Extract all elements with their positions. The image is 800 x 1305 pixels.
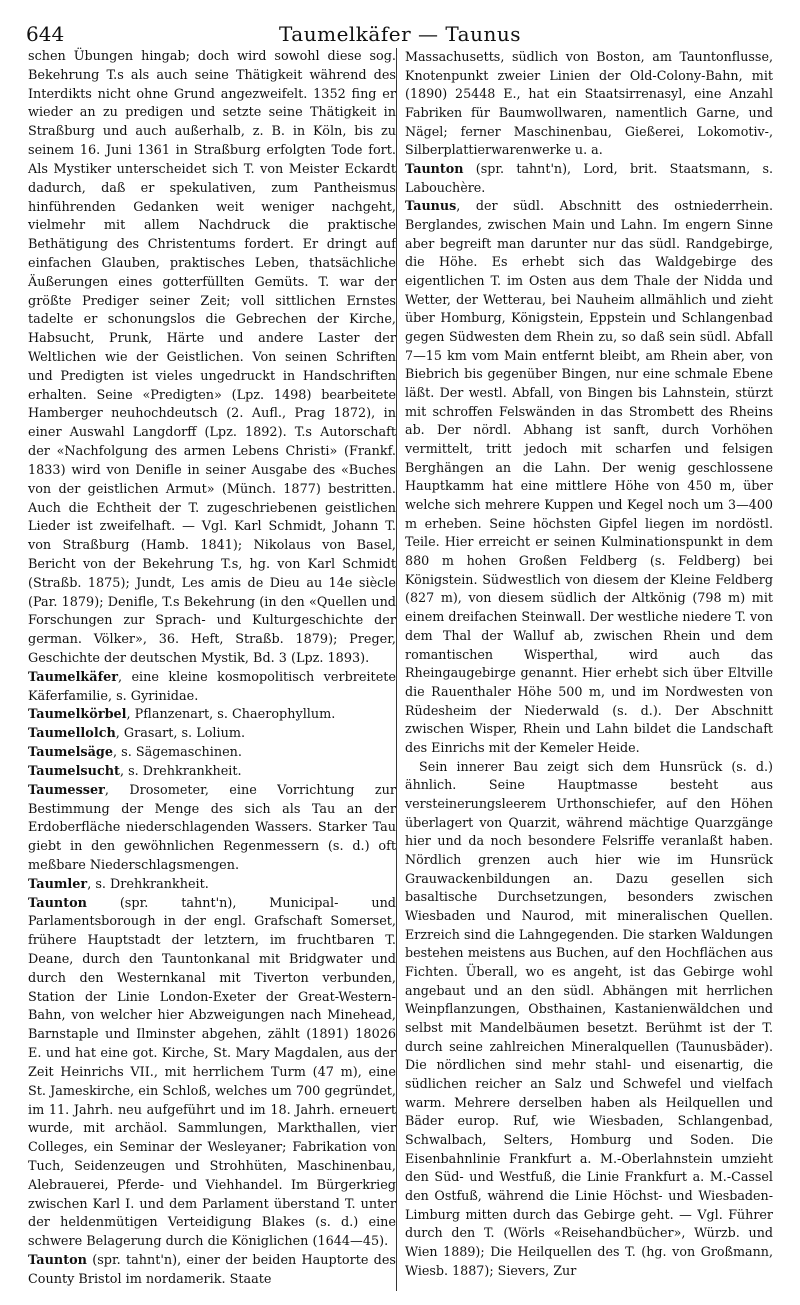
entry-text: , Pflanzenart, s. Chaerophyllum. xyxy=(126,707,336,723)
dictionary-entry xyxy=(405,197,773,757)
dictionary-entry xyxy=(28,48,396,669)
entry-text: Sein innerer Bau zeigt sich dem Hunsrück (s. d.) ähnlich. Seine Hauptmasse besteht aus versteinerungsleerem Urthonschiefer, auf den Höhen überlagert von Quarzit, während mächtige Quarzgänge hier und da noch besondere Felsriffe veranlaßt haben. Nördlich grenzen auch hier wie im Hunsrück Grauwackenbildungen an. Dazu gesellen sich basaltische Durchsetzungen, besonders zwischen Wiesbaden und Naurod, mit mineralischen Quellen. Erzreich sind die Lahngegenden. Die starken Waldungen bestehen meistens aus Buchen, auf den Hochflächen aus Fichten. Überall, wo es angeht, ist das Gebirge wohl angebaut und an den südl. Abhängen mit herrlichen Weinpflanzungen, Obsthainen, Kastanienwäldchen und selbst mit Mandelbäumen besetzt. Berühmt ist der T. durch seine zahlreichen Mineralquellen (Taunusbäder). Die nördlichen sind mehr stahl- und eisenartig, die südlichen reicher an Salz und Schwefel und vielfach warm. Mehrere derselben haben als Heilquellen und Bäder europ. Ruf, wie Wiesbaden, Schlangenbad, Schwalbach, Selters, Homburg und Soden. Die Eisenbahnlinie Frankfurt a. M.-Oberlahnstein umzieht den Süd- und Westfuß, die Linie Frankfurt a. M.-Cassel den Ostfuß, während die Linie Höchst- und Wiesbaden-Limburg mitten durch das Gebirge geht. — Vgl. Führer durch den T. (Wörls «Reisehandbücher», Würzb. und Wien 1889); Die Heilquellen des T. (hg. von Großmann, Wiesb. 1887); Sievers, Zur xyxy=(405,758,773,1278)
left-column xyxy=(28,48,396,1290)
entry-headword: Taunton xyxy=(405,161,464,177)
dictionary-entry xyxy=(28,763,396,782)
dictionary-entry xyxy=(28,725,396,744)
entry-text: Massachusetts, südlich von Boston, am Tauntonflusse, Knotenpunkt zweier Linien der Old-Colony-Bahn, mit (1890) 25448 E., hat ein Staatsirrenasyl, eine Anzahl Fabriken für Baumwollwaren, namentlich Garne, und Nägel; ferner Maschinenbau, Gießerei, Lokomotiv-, Silberplattierwarenwerke u. a. xyxy=(405,49,773,158)
entry-headword: Taunus xyxy=(405,198,457,214)
page-number: 644 xyxy=(26,22,65,46)
entry-text: (spr. tahnt'n), einer der beiden Hauptorte des County Bristol im nordamerik. Staate xyxy=(28,1253,396,1287)
entry-headword: Taumelkörbel xyxy=(28,707,127,723)
dictionary-entry xyxy=(28,669,396,707)
entry-headword: Taunton xyxy=(28,895,87,911)
entry-text: schen Übungen hingab; doch wird sowohl diese sog. Bekehrung T.s als auch seine Thätigkeit während des Interdikts nicht ohne Grund angezweifelt. 1352 fing er wieder an zu predigen und setzte seine Thätigkeit in Straßburg und auch außerhalb, z. B. in Köln, bis zu seinem 16. Juni 1361 in Straßburg erfolgten Tode fort. Als Mystiker unterscheidet sich T. von Meister Eckardt dadurch, daß er spekulativen, zum Pantheismus hinführenden Gedanken weit weniger nachgeht, vielmehr mit allem Nachdruck die praktische Bethätigung des Christentums fordert. Er dringt auf einfachen Glauben, praktisches Leben, thatsächliche Äußerungen eines gotterfüllten Gemüts. T. war der größte Prediger seiner Zeit; voll sittlichen Ernstes tadelte er schonungslos die Gebrechen der Kirche, Habsucht, Prunk, Härte und andere Laster der Weltlichen wie der Geistlichen. Von seinen Schriften und Predigten ist vieles ungedruckt in Handschriften erhalten. Seine «Predigten» (Lpz. 1498) bearbeitete Hamberger neuhochdeutsch (2. Aufl., Prag 1872), in einer Auswahl Langdorff (Lpz. 1892). T.s Autorschaft der «Nachfolgung des armen Lebens Christi» (Frankf. 1833) wird von Denifle in seiner Ausgabe des «Buches von der geistlichen Armut» (Münch. 1877) bestritten. Auch die Echtheit der T. zugeschriebenen geistlichen Lieder ist zweifelhaft. — Vgl. Karl Schmidt, Johann T. von Straßburg (Hamb. 1841); Nikolaus von Basel, Bericht von der Bekehrung T.s, hg. von Karl Schmidt (Straßb. 1875); Jundt, Les amis de Dieu au 14e siècle (Par. 1879); Denifle, T.s Bekehrung (in den «Quellen und Forschungen zur Sprach- und Kulturgeschichte der german. Völker», 36. Heft, Straßb. 1879); Preger, Geschichte der deutschen Mystik, Bd. 3 (Lpz. 1893). xyxy=(28,49,396,666)
entry-headword: Taumelsäge xyxy=(28,745,114,761)
dictionary-entry xyxy=(28,876,396,895)
dictionary-entry xyxy=(405,160,773,197)
dictionary-entry xyxy=(28,706,396,725)
entry-headword: Taumelkäfer xyxy=(28,669,118,685)
entry-headword: Taumesser xyxy=(28,782,105,798)
dictionary-entry xyxy=(28,744,396,763)
entry-text: , s. Sägemaschinen. xyxy=(113,745,242,761)
running-head: Taumelkäfer — Taunus xyxy=(279,22,521,46)
entry-headword: Taumler xyxy=(28,876,88,892)
column-rule xyxy=(396,48,397,1291)
dictionary-entry xyxy=(28,782,396,876)
entry-headword: Taumelsucht xyxy=(28,763,120,779)
right-column xyxy=(405,48,773,1280)
entry-text: , s. Drehkrankheit. xyxy=(119,763,242,779)
dictionary-entry xyxy=(28,1252,396,1290)
entry-text: , Grasart, s. Lolium. xyxy=(115,726,246,742)
entry-headword: Taunton xyxy=(28,1253,87,1268)
entry-headword: Taumellolch xyxy=(28,726,116,742)
entry-text: (spr. tahnt'n), Municipal- und Parlamentsborough in der engl. Grafschaft Somerset, frühere Hauptstadt der letztern, im fruchtbaren T. Deane, durch den Tauntonkanal mit Bridgwater und durch den Westernkanal mit Tiverton verbunden, Station der Linie London-Exeter der Great-Western-Bahn, von welcher hier Abzweigungen nach Minehead, Barnstaple und Ilminster abgehen, zählt (1891) 18026 E. und hat eine got. Kirche, St. Mary Magdalen, aus der Zeit Heinrichs VII., mit herrlichem Turm (47 m), eine St. Jameskirche, ein Schloß, welches um 700 gegründet, im 11. Jahrh. neu aufgeführt und im 18. Jahrh. erneuert wurde, mit archäol. Sammlungen, Markthallen, vier Colleges, ein Seminar der Wesleyaner; Fabrikation von Tuch, Seidenzeugen und Strohhüten, Maschinenbau, Alebrauerei, Pferde- und Viehhandel. Im Bürgerkrieg zwischen Karl I. und dem Parlament überstand T. unter der heldenmütigen Verteidigung Blakes (s. d.) eine schwere Belagerung durch die Königlichen (1644—45). xyxy=(28,895,396,1250)
entry-text: , Drosometer, eine Vorrichtung zur Bestimmung der Menge des sich als Tau an der Erdoberfläche niederschlagenden Wassers. Starker Tau giebt in den gewöhnlichen Regenmessern (s. d.) oft meßbare Niederschlagsmengen. xyxy=(28,782,396,873)
entry-text: , s. Drehkrankheit. xyxy=(87,876,209,892)
dictionary-entry xyxy=(28,895,396,1252)
dictionary-entry xyxy=(405,48,773,160)
entry-text: , der südl. Abschnitt des ostniederrhein. Berglandes, zwischen Main und Lahn. Im engern Sinne aber begreift man darunter nur das südl. Randgebirge, die Höhe. Es erhebt sich das Waldgebirge des eigentlichen T. im Osten aus dem Thale der Nidda und Wetter, der Wetterau, bei Nauheim allmählich und zieht über Homburg, Königstein, Eppstein und Schlangenbad gegen Südwesten dem Rhein zu, so daß sein südl. Abfall 7—15 km vom Main entfernt bleibt, am Rhein aber, von Biebrich bis gegenüber Bingen, nur eine schmale Ebene läßt. Der westl. Abfall, von Bingen bis Lahnstein, stürzt mit schroffen Felswänden in das Strombett des Rheins ab. Der nördl. Abhang ist sanft, durch Vorhöhen vermittelt, tritt jedoch mit scharfen und felsigen Berghängen an die Lahn. Der wenig geschlossene Hauptkamm hat eine mittlere Höhe von 450 m, über welche sich mehrere Kuppen und Kegel noch um 3—400 m erheben. Seine höchsten Gipfel liegen im nordöstl. Teile. Hier erreicht er seinen Kulminationspunkt in dem 880 m hohen Großen Feldberg (s. Feldberg) bei Königstein. Südwestlich von diesem der Kleine Feldberg (827 m), von diesem südlich der Altkönig (798 m) mit einem dreifachen Steinwall. Der westliche niedere T. von dem Thal der Walluf ab, zwischen Rhein und dem romantischen Wisperthal, wird auch das Rheingaugebirge genannt. Hier erhebt sich über Eltville die Rauenthaler Höhe 500 m, und im Nordwesten von Rüdesheim der Niederwald (s. d.). Der Abschnitt zwischen Wisper, Rhein und Lahn bildet die Landschaft des Einrichs mit der Kemeler Heide. xyxy=(405,198,773,755)
entry-text: (spr. tahnt'n), Lord, brit. Staatsmann, s. Labouchère. xyxy=(405,161,773,195)
dictionary-entry xyxy=(405,758,773,1281)
entry-text: , eine kleine kosmopolitisch verbreitete Käferfamilie, s. Gyrinidae. xyxy=(28,669,396,704)
